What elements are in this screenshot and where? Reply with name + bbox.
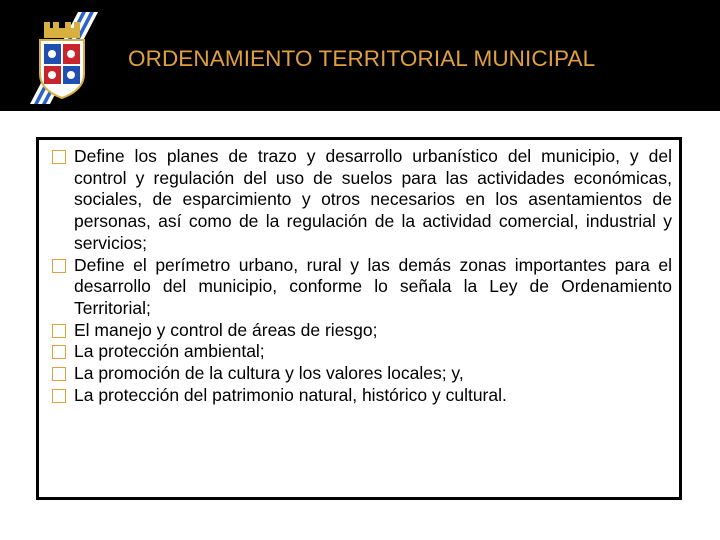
header-bar [0,0,720,111]
list-item [52,320,672,342]
square-bullet-icon [52,150,66,164]
list-item-text: La protección del patrimonio natural, histórico y cultural. [74,384,507,405]
list-item [52,385,672,407]
municipal-coat-of-arms-icon [20,12,105,104]
list-item-text: Define el perímetro urbano, rural y las demás zonas importantes para el desarrollo del municipio, conforme lo señala la Ley de Ordenamiento Territorial; [74,254,672,318]
page-title: ORDENAMIENTO TERRITORIAL MUNICIPAL [128,46,596,71]
list-item [52,146,672,255]
list-item-text: La protección ambiental; [74,341,265,362]
list-item [52,341,672,363]
list-item-text: El manejo y control de áreas de riesgo; [74,319,378,340]
list-item [52,255,672,320]
list-item [52,363,672,385]
square-bullet-icon [52,367,66,381]
square-bullet-icon [52,389,66,403]
list-item-text: La promoción de la cultura y los valores locales; y, [74,363,464,384]
list-item-text: Define los planes de trazo y desarrollo urbanístico del municipio, y del control y regulación del uso de suelos para las actividades económicas, sociales, de esparcimiento y otros necesarios en los asentamientos de personas, así como de la regulación de la actividad comercial, industrial y servicios; [74,146,672,253]
square-bullet-icon [52,259,66,273]
square-bullet-icon [52,345,66,359]
square-bullet-icon [52,324,66,338]
bullet-list [52,146,672,406]
